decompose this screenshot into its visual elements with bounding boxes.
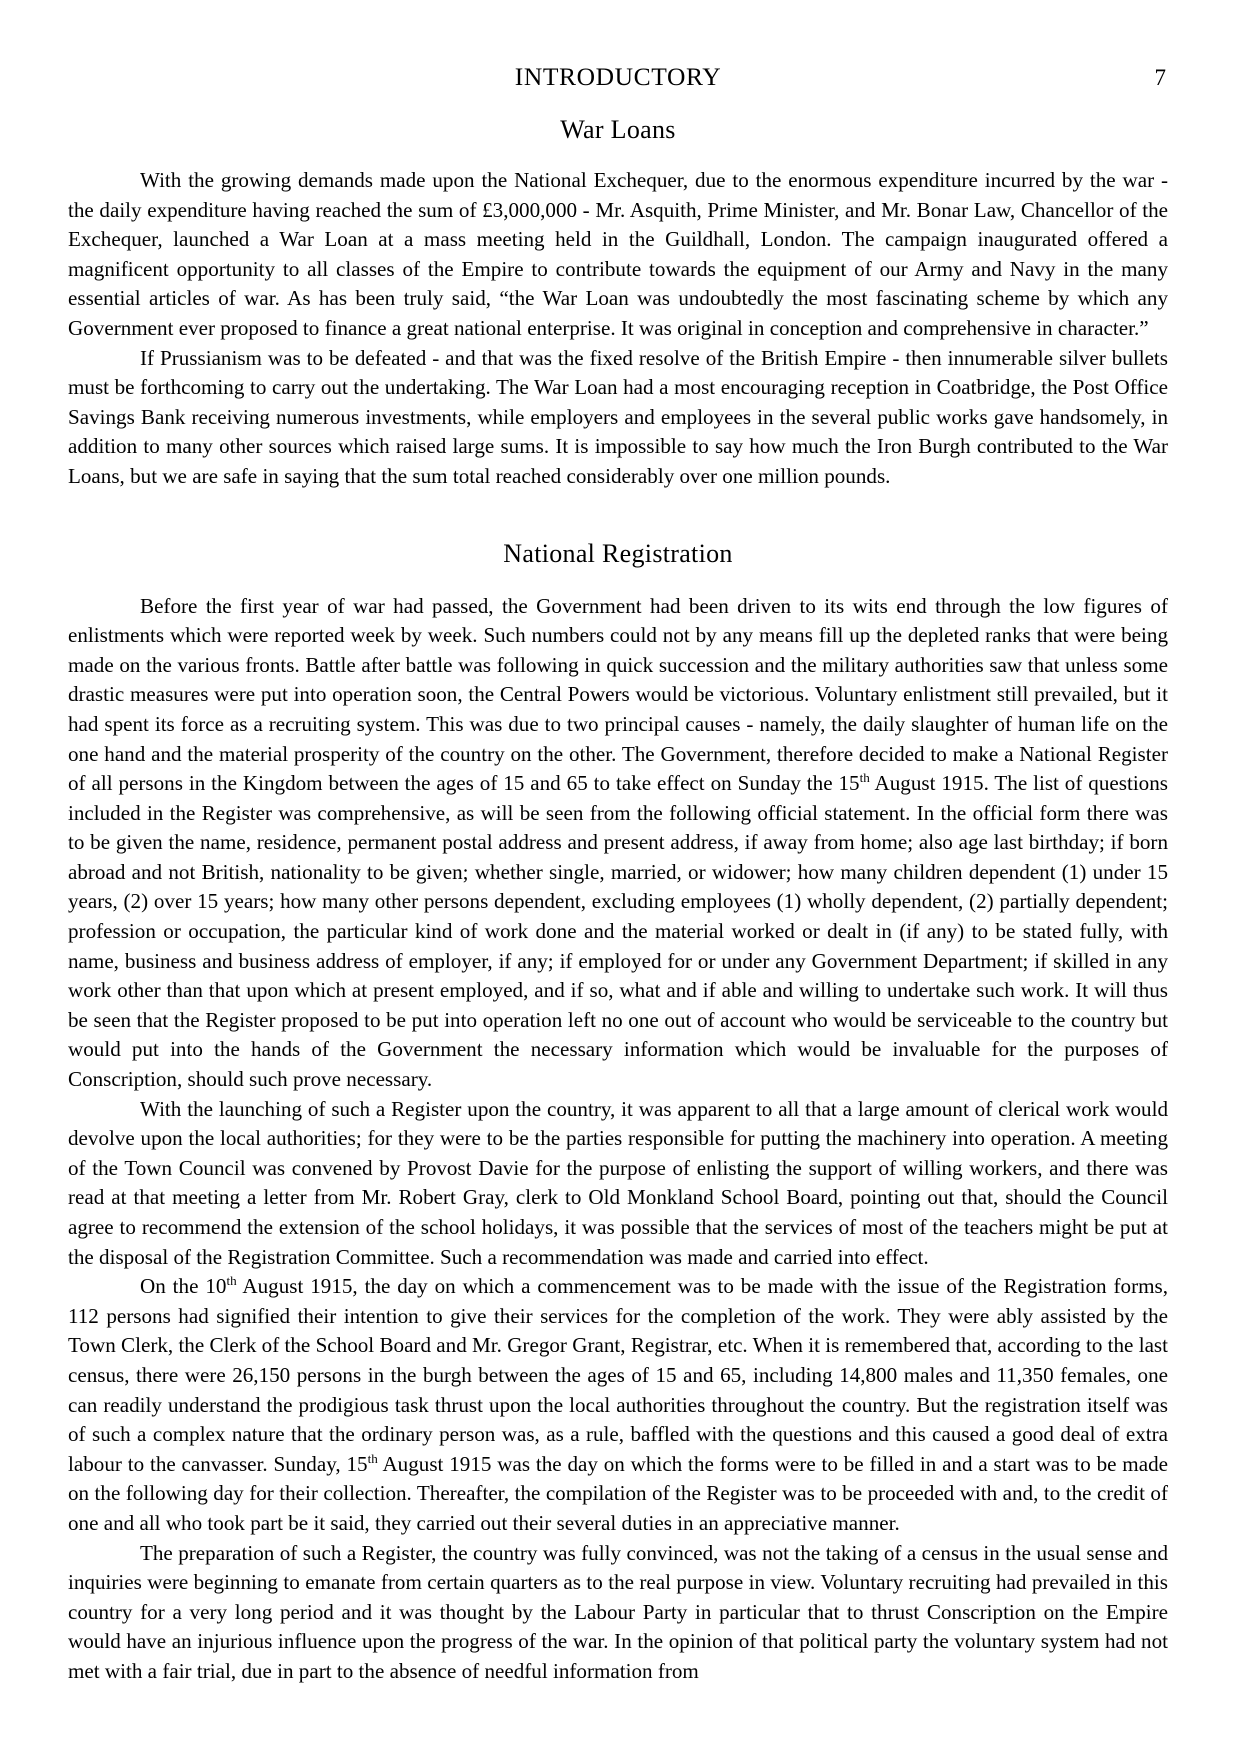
running-head [68,62,1168,102]
page-content [68,62,1168,1687]
section-body-war-loans [68,166,1168,492]
paragraph: With the launching of such a Register upon the country, it was apparent to all that a large amount of clerical work would devolve upon the local authorities; for they were to be the parties responsible for putting the machinery into operation. A meeting of the Town Council was convened by Provost Davie for the purpose of enlisting the support of willing workers, and there was read at that meeting a letter from Mr. Robert Gray, clerk to Old Monkland School Board, pointing out that, should the Council agree to recommend the extension of the school holidays, it was possible that the services of most of the teachers might be put at the disposal of the Registration Committee. Such a recommendation was made and carried into effect. [68,1096,1168,1269]
running-head-title: INTRODUCTORY [514,62,722,91]
page-number: 7 [1154,65,1166,90]
paragraph: Before the first year of war had passed, the Government had been driven to its wits end through the low figures of enlistments which were reported week by week. Such numbers could not by any means fill up the depleted ranks that were being made on the various fronts. Battle after battle was following in quick succession and the military authorities saw that unless some drastic measures were put into operation soon, the Central Powers would be victorious. Voluntary enlistment still prevailed, but it had spent its force as a recruiting system. This was due to two principal causes - namely, the daily slaughter of human life on the one hand and the material prosperity of the country on the other. The Government, therefore decided to make a National Register of all persons in the Kingdom between the ages of 15 and 65 to take effect on Sunday the 15th August 1915. The list of questions included in the Register was comprehensive, as will be seen from the following official statement. In the official form there was to be given the name, residence, permanent postal address and present address, if away from home; also age last birthday; if born abroad and not British, nationality to be given; whether single, married, or widower; how many children dependent (1) under 15 years, (2) over 15 years; how many other persons dependent, excluding employees (1) wholly dependent, (2) partially dependent; profession or occupation, the particular kind of work done and the material worked or dealt in (if any) to be stated fully, with name, business and business address of employer, if any; if employed for or under any Government Department; if skilled in any work other than that upon which at present employed, and if so, what and if able and willing to undertake such work. It will thus be seen that the Register proposed to be put into operation left no one out of account who would be serviceable to the country but would put into the hands of the Government the necessary information which would be invaluable for the purposes of Conscription, should such prove necessary. [68,593,1168,1092]
section-body-national-registration [68,592,1168,1687]
section-heading-war-loans: War Loans [560,115,676,144]
paragraph: With the growing demands made upon the National Exchequer, due to the enormous expenditure incurred by the war - the daily expenditure having reached the sum of £3,000,000 - Mr. Asquith, Prime Minister, and Mr. Bonar Law, Chancellor of the Exchequer, launched a War Loan at a mass meeting held in the Guildhall, London. The campaign inaugurated offered a magnificent opportunity to all classes of the Empire to contribute towards the equipment of our Army and Navy in the many essential articles of war. As has been truly said, “the War Loan was undoubtedly the most fascinating scheme by which any Government ever proposed to finance a great national enterprise. It was original in conception and comprehensive in character.” [68,168,1168,340]
paragraph: On the 10th August 1915, the day on which a commencement was to be made with the issue of the Registration forms, 112 persons had signified their intention to give their services for the completion of the work. They were ably assisted by the Town Clerk, the Clerk of the School Board and Mr. Gregor Grant, Registrar, etc. When it is remembered that, according to the last census, there were 26,150 persons in the burgh between the ages of 15 and 65, including 14,800 males and 11,350 females, one can readily understand the prodigious task thrust upon the local authorities throughout the country. But the registration itself was of such a complex nature that the ordinary person was, as a rule, baffled with the questions and this caused a good deal of extra labour to the canvasser. Sunday, 15th August 1915 was the day on which the forms were to be filled in and a start was to be made on the following day for their collection. Thereafter, the compilation of the Register was to be proceeded with and, to the credit of one and all who took part be it said, they carried out their several duties in an appreciative manner. [68,1273,1168,1535]
section-heading-national-registration: National Registration [503,538,733,568]
paragraph: The preparation of such a Register, the country was fully convinced, was not the taking of a census in the usual sense and inquiries were beginning to emanate from certain quarters as to the real purpose in view. Voluntary recruiting had prevailed in this country for a very long period and it was thought by the Labour Party in particular that to thrust Conscription on the Empire would have an injurious influence upon the progress of the war. In the opinion of that political party the voluntary system had not met with a fair trial, due in part to the absence of needful information from [68,1540,1168,1683]
paragraph: If Prussianism was to be defeated - and that was the fixed resolve of the British Empire - then innumerable silver bullets must be forthcoming to carry out the undertaking. The War Loan had a most encouraging reception in Coatbridge, the Post Office Savings Bank receiving numerous investments, while employers and employees in the several public works gave handsomely, in addition to many other sources which raised large sums. It is impossible to say how much the Iron Burgh contributed to the War Loans, but we are safe in saying that the sum total reached considerably over one million pounds. [68,345,1168,488]
